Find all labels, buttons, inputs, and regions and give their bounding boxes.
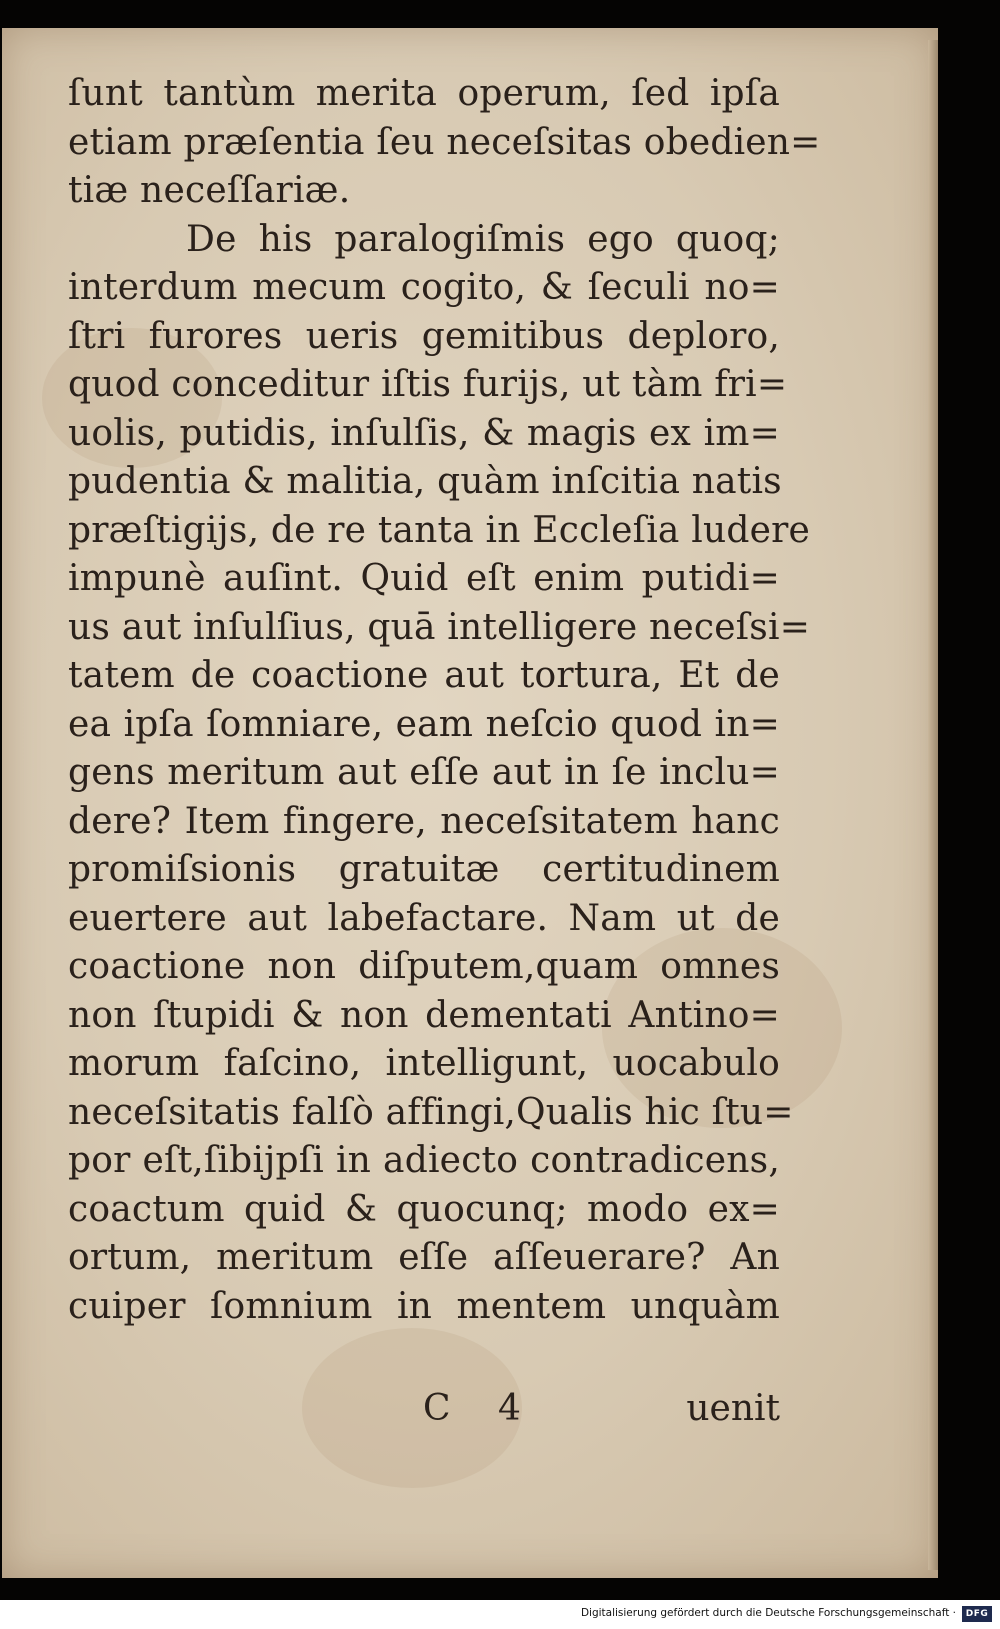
text-line: De his paralogiſmis ego quoq; — [186, 218, 780, 260]
digitization-footer — [0, 1600, 1000, 1629]
text-line: ea ipſa ſomniare, eam neſcio quod in= — [68, 703, 780, 745]
page-edge — [928, 40, 938, 1570]
text-line: ſunt tantùm merita operum, ſed ipſa — [68, 73, 780, 114]
text-line: promiſsionis gratuitæ certitudinem — [68, 849, 780, 890]
text-line: quod conceditur iſtis furijs, ut tàm fri= — [68, 364, 788, 405]
text-line: interdum mecum cogito, & ſeculi no= — [68, 267, 780, 308]
dfg-logo-icon: DFG — [962, 1606, 992, 1622]
text-line: uolis, putidis, inſulſis, & magis ex im= — [68, 412, 780, 454]
text-line: non ſtupidi & non dementati Antino= — [68, 994, 780, 1036]
text-line: coactione non diſputem,quam omnes — [68, 946, 780, 987]
page-foot — [68, 1388, 780, 1438]
text-line: coactum quid & quocunq; modo ex= — [68, 1188, 780, 1230]
catchword: uenit — [686, 1388, 780, 1429]
text-line: tatem de coactione aut tortura, Et de — [68, 655, 780, 696]
text-line: cuiper ſomnium in mentem unquàm — [68, 1285, 780, 1327]
body-text — [68, 70, 821, 1331]
text-line: etiam præſentia ſeu neceſsitas obedien= — [68, 121, 821, 163]
text-line: euertere aut labefactare. Nam ut de — [68, 897, 780, 939]
funding-credit: Digitalisierung gefördert durch die Deutsche Forschungsgemeinschaft · — [580, 1607, 956, 1619]
text-line: por eſt,ſibijpſi in adiecto contradicens, — [68, 1140, 780, 1181]
text-line: dere? Item fingere, neceſsitatem hanc — [68, 800, 780, 842]
text-line: ortum, meritum eſſe aſſeuerare? An — [68, 1237, 780, 1278]
text-line: pudentia & malitia, quàm inſcitia natis — [68, 461, 782, 502]
text-line: tiæ neceſſariæ. — [68, 170, 351, 211]
text-line: ſtri furores ueris gemitibus deploro, — [68, 315, 780, 357]
text-line: morum faſcino, intelligunt, uocabulo — [68, 1043, 780, 1084]
text-line: neceſsitatis falſò affingi,Qualis hic ſtu= — [68, 1091, 794, 1133]
text-line: præſtigijs, de re tanta in Eccleſia ludere — [68, 509, 810, 551]
signature-mark: C 4 — [423, 1388, 539, 1429]
text-line: impunè auſint. Quid eſt enim putidi= — [68, 558, 780, 599]
text-line: us aut inſulſius, quā intelligere neceſsi= — [68, 606, 811, 648]
text-line: gens meritum aut eſſe aut in ſe inclu= — [68, 752, 780, 793]
